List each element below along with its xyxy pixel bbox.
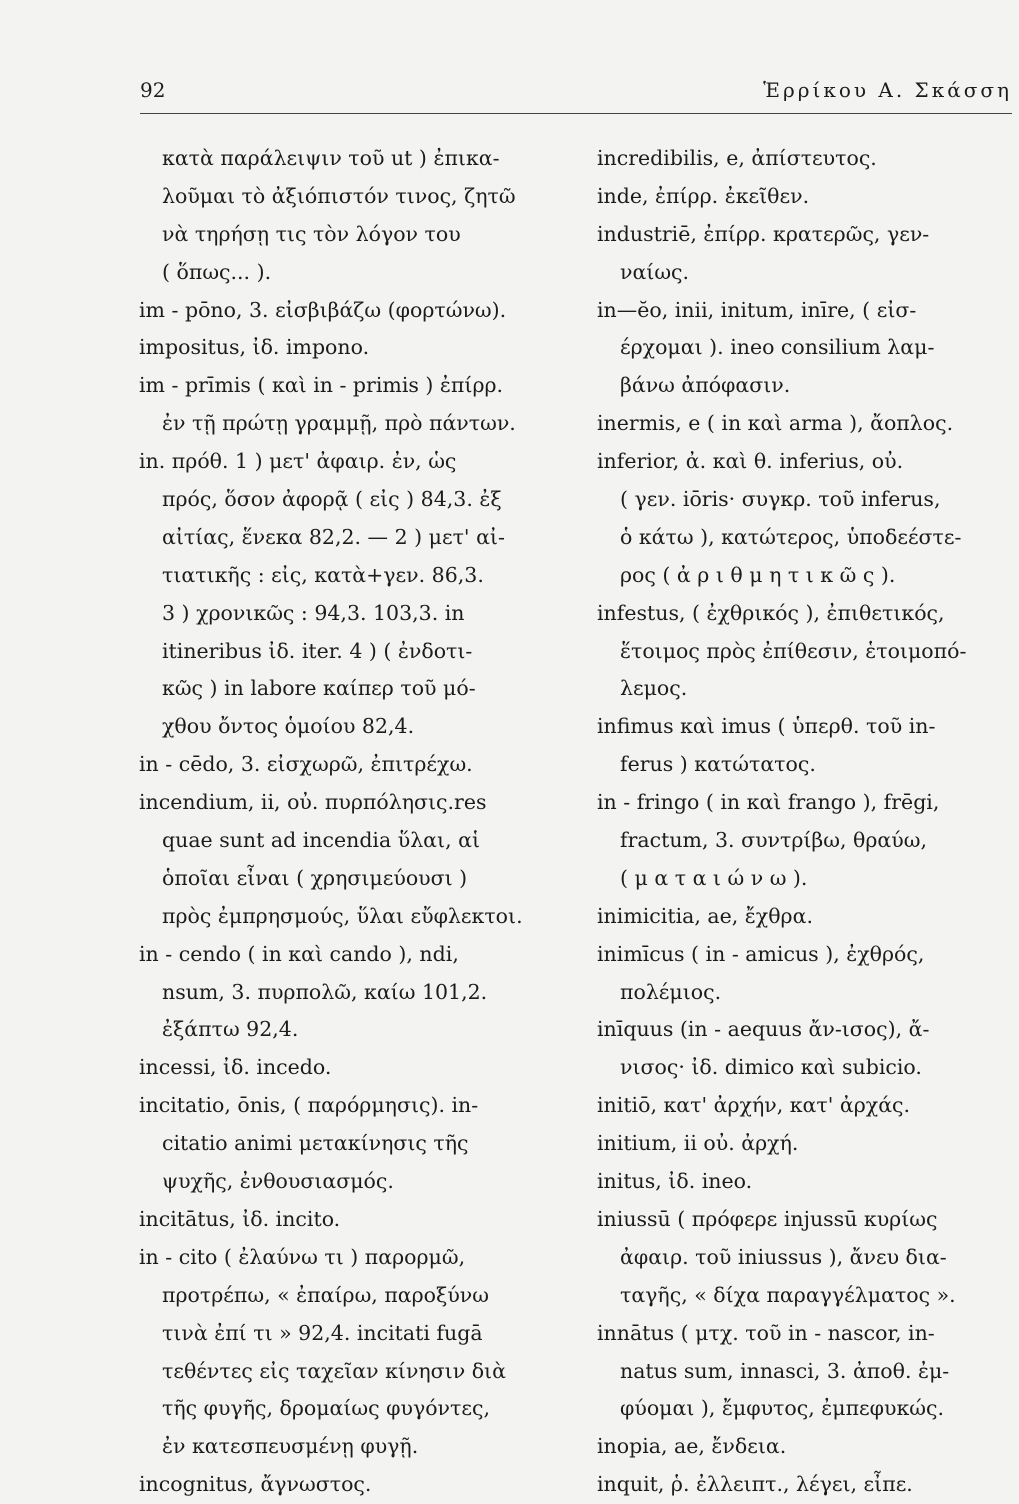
- dictionary-line: ἀφαιρ. τοῦ iniussus ), ἄνευ δια-: [620, 1244, 947, 1269]
- dictionary-line: in. πρόθ. 1 ) μετ' ἀφαιρ. ἐν, ὡς: [139, 449, 457, 474]
- dictionary-line: αἰτίας, ἕνεκα 82,2. — 2 ) μετ' αἰ-: [162, 524, 505, 549]
- dictionary-line: πολέμιος.: [620, 979, 722, 1004]
- dictionary-line: πρός, ὅσον ἀφορᾷ ( εἰς ) 84,3. ἐξ: [162, 487, 502, 512]
- dictionary-line: incendium, ii, οὐ. πυρπόλησις.res: [139, 790, 487, 815]
- dictionary-line: ferus ) κατώτατος.: [620, 752, 816, 777]
- dictionary-line: inde, ἐπίρρ. ἐκεῖθεν.: [597, 183, 810, 208]
- dictionary-line: τεθέντες εἰς ταχεῖαν κίνησιν διὰ: [162, 1358, 506, 1383]
- dictionary-line: initiō, κατ' ἀρχήν, κατ' ἀρχάς.: [597, 1093, 911, 1118]
- dictionary-line: itineribus ἰδ. iter. 4 ) ( ἐνδοτι-: [162, 638, 473, 663]
- dictionary-line: incognitus, ἄγνωστος.: [139, 1472, 372, 1497]
- header-rule: [140, 113, 1012, 114]
- dictionary-line: λοῦμαι τὸ ἀξιόπιστόν τινος, ζητῶ: [162, 183, 516, 208]
- dictionary-line: ψυχῆς, ἐνθουσιασμός.: [162, 1169, 394, 1194]
- dictionary-line: βάνω ἀπόφασιν.: [620, 373, 791, 398]
- dictionary-line: incitatio, ōnis, ( παρόρμησις). in-: [139, 1093, 479, 1118]
- dictionary-line: ρος ( ἀ ρ ι θ μ η τ ι κ ῶ ς ).: [620, 562, 896, 587]
- dictionary-line: χθου ὄντος ὁμοίου 82,4.: [162, 714, 415, 739]
- running-title: Ἑρρίκου Α. Σκάσση: [763, 78, 1012, 102]
- dictionary-line: πρὸς ἐμπρησμούς, ὕλαι εὔφλεκτοι.: [162, 903, 523, 928]
- dictionary-line: ἕτοιμος πρὸς ἐπίθεσιν, ἑτοιμοπό-: [620, 638, 967, 663]
- dictionary-line: ( ὅπως... ).: [162, 259, 272, 284]
- dictionary-line: ὁποῖαι εἶναι ( χρησιμεύουσι ): [162, 865, 468, 890]
- dictionary-line: impositus, ἰδ. impono.: [139, 335, 370, 360]
- dictionary-line: in - cēdo, 3. εἰσχωρῶ, ἐπιτρέχω.: [139, 752, 473, 777]
- dictionary-line: ( γεν. iōris· συγκρ. τοῦ inferus,: [620, 487, 941, 512]
- page-header: [140, 78, 1012, 112]
- dictionary-line: nsum, 3. πυρπολῶ, καίω 101,2.: [162, 979, 488, 1004]
- dictionary-line: κῶς ) in labore καίπερ τοῦ μό-: [162, 676, 476, 701]
- dictionary-line: innātus ( μτχ. τοῦ in - nascor, in-: [597, 1320, 935, 1345]
- page-number: 92: [140, 78, 166, 102]
- dictionary-line: im - prīmis ( καὶ in - primis ) ἐπίρρ.: [139, 373, 504, 398]
- dictionary-line: ἐν τῇ πρώτῃ γραμμῇ, πρὸ πάντων.: [162, 411, 516, 436]
- dictionary-line: initus, ἰδ. ineo.: [597, 1169, 753, 1194]
- dictionary-line: inquit, ῥ. ἐλλειπτ., λέγει, εἶπε.: [597, 1472, 913, 1497]
- dictionary-line: in - fringo ( in καὶ frango ), frēgi,: [597, 790, 940, 815]
- dictionary-line: infestus, ( ἐχθρικός ), ἐπιθετικός,: [597, 600, 945, 625]
- dictionary-line: νὰ τηρήσῃ τις τὸν λόγον του: [162, 221, 461, 246]
- dictionary-line: ταγῆς, « δίχα παραγγέλματος ».: [620, 1282, 956, 1307]
- dictionary-line: τιατικῆς : εἰς, κατὰ+γεν. 86,3.: [162, 562, 484, 587]
- dictionary-line: ( μ α τ α ι ώ ν ω ).: [620, 865, 808, 890]
- dictionary-line: in - cito ( ἐλαύνω τι ) παρορμῶ,: [139, 1244, 466, 1269]
- dictionary-line: in - cendo ( in καὶ cando ), ndi,: [139, 941, 459, 966]
- dictionary-line: ναίως.: [620, 259, 690, 284]
- dictionary-line: inimicitia, ae, ἔχθρα.: [597, 903, 813, 928]
- dictionary-line: inferior, ἀ. καὶ θ. inferius, οὐ.: [597, 449, 904, 474]
- dictionary-line: προτρέπω, « ἐπαίρω, παροξύνω: [162, 1282, 489, 1307]
- dictionary-line: incitātus, ἰδ. incito.: [139, 1206, 341, 1231]
- dictionary-line: incredibilis, e, ἀπίστευτος.: [597, 146, 877, 170]
- dictionary-line: τῆς φυγῆς, δρομαίως φυγόντες,: [162, 1396, 490, 1421]
- dictionary-line: τινὰ ἐπί τι » 92,4. incitati fugā: [162, 1320, 483, 1345]
- left-column: [139, 140, 557, 1504]
- dictionary-line: incessi, ἰδ. incedo.: [139, 1055, 332, 1080]
- dictionary-line: ἐν κατεσπευσμένῃ φυγῇ.: [162, 1434, 419, 1459]
- dictionary-line: industriē, ἐπίρρ. κρατερῶς, γεν-: [597, 221, 930, 246]
- dictionary-line: iniussū ( πρόφερε injussū κυρίως: [597, 1206, 938, 1231]
- dictionary-line: fractum, 3. συντρίβω, θραύω,: [620, 828, 927, 853]
- dictionary-line: κατὰ παράλειψιν τοῦ ut ) ἐπικα-: [162, 146, 500, 170]
- right-column: [597, 140, 1017, 1504]
- dictionary-line: νισος· ἰδ. dimico καὶ subicio.: [620, 1055, 922, 1080]
- dictionary-line: citatio animi μετακίνησις τῆς: [162, 1131, 469, 1156]
- dictionary-line: inermis, e ( in καὶ arma ), ἄοπλος.: [597, 411, 954, 436]
- dictionary-line: quae sunt ad incendia ὕλαι, αἱ: [162, 828, 480, 853]
- dictionary-line: inopia, ae, ἔνδεια.: [597, 1434, 787, 1459]
- dictionary-line: inīquus (in - aequus ἄν-ισος), ἄ-: [597, 1017, 930, 1042]
- dictionary-line: im - pōno, 3. εἰσβιβάζω (φορτώνω).: [139, 297, 507, 322]
- dictionary-line: natus sum, innasci, 3. ἀποθ. ἐμ-: [620, 1358, 950, 1383]
- dictionary-line: έρχομαι ). ineo consilium λαμ-: [620, 335, 935, 360]
- dictionary-line: infimus καὶ imus ( ὑπερθ. τοῦ in-: [597, 714, 936, 739]
- dictionary-line: λεμος.: [620, 676, 688, 701]
- dictionary-line: in—ĕo, inii, initum, inīre, ( εἰσ-: [597, 297, 917, 322]
- dictionary-line: inimīcus ( in - amicus ), ἐχθρός,: [597, 941, 925, 966]
- dictionary-line: initium, ii οὐ. ἀρχή.: [597, 1131, 799, 1156]
- dictionary-line: ἐξάπτω 92,4.: [162, 1017, 299, 1042]
- dictionary-line: ὁ κάτω ), κατώτερος, ὑποδεέστε-: [620, 524, 962, 549]
- dictionary-line: 3 ) χρονικῶς : 94,3. 103,3. in: [162, 600, 465, 625]
- dictionary-line: φύομαι ), ἔμφυτος, ἐμπεφυκώς.: [620, 1396, 945, 1421]
